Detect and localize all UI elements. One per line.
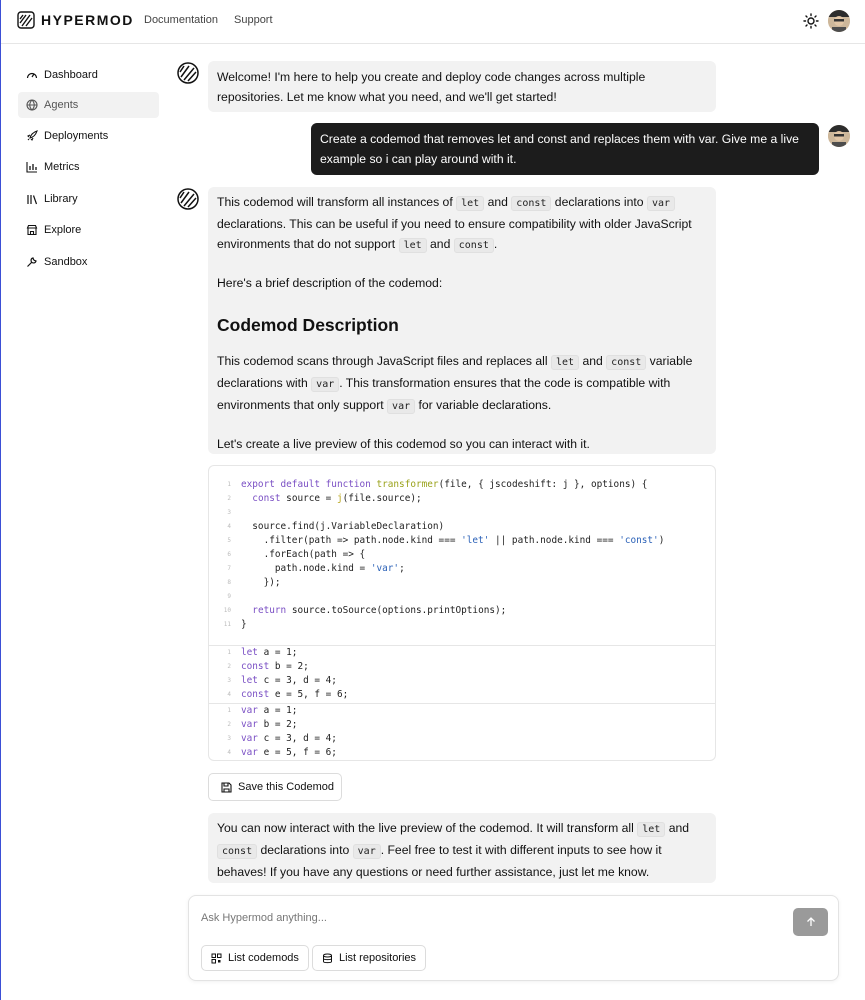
inline-code: let [551, 355, 579, 370]
code-line: 4 const e = 5, f = 6; [227, 689, 349, 700]
inline-code: const [511, 196, 551, 211]
output-preview[interactable] [209, 704, 715, 761]
user-message [311, 123, 819, 175]
save-button-label: Save this Codemod [238, 781, 334, 793]
message-heading: Codemod Description [217, 315, 399, 335]
text-segment: environments that only support [217, 398, 384, 412]
text-segment: variable [649, 354, 693, 368]
store-icon [26, 224, 38, 236]
text-segment: You can now interact with the live preview of the codemod. It will transform all [217, 821, 634, 835]
message-text: Create a codemod that removes let and const and replaces them with var. Give me a live [320, 132, 799, 146]
top-bar [1, 0, 865, 44]
inline-code: const [454, 238, 494, 253]
inline-code: var [353, 844, 381, 859]
assistant-message-reply [208, 187, 716, 454]
inline-code: var [311, 377, 339, 392]
list-repositories-button[interactable] [312, 945, 426, 971]
chip-label: List codemods [228, 952, 299, 964]
avatar-image [828, 125, 850, 147]
text-segment: environments that do not support [217, 237, 396, 251]
inline-code: const [217, 844, 257, 859]
code-line: 2 const source = j(file.source); [227, 493, 422, 504]
sidebar-item-library[interactable] [18, 186, 159, 212]
sidebar-item-label: Metrics [44, 161, 80, 173]
text-segment: and [430, 237, 451, 251]
code-line: 10 return source.toSource(options.printOptions); [223, 605, 507, 616]
code-line: 2 var b = 2; [227, 719, 298, 730]
message-paragraph [217, 395, 707, 417]
code-line: 3 [227, 509, 231, 516]
code-line: 1 export default function transformer(file, { jscodeshift: j }, options) { [227, 479, 648, 490]
save-codemod-button[interactable] [208, 773, 342, 801]
code-line: 3 let c = 3, d = 4; [227, 675, 337, 686]
code-line: 4 source.find(j.VariableDeclaration) [227, 521, 445, 532]
text-segment: declarations into [260, 843, 350, 857]
wrench-icon [26, 256, 38, 268]
inline-code: let [637, 822, 665, 837]
sidebar-item-metrics[interactable] [18, 154, 159, 180]
inline-code: var [647, 196, 675, 211]
sidebar-item-agents[interactable] [18, 92, 159, 118]
avatar-image [828, 10, 850, 32]
sidebar [1, 44, 171, 1000]
user-message-avatar [828, 125, 850, 147]
text-segment: This codemod scans through JavaScript files and replaces all [217, 354, 548, 368]
globe-icon [26, 99, 38, 111]
message-paragraph: Here's a brief description of the codemod: [217, 276, 443, 290]
inline-code: var [387, 399, 415, 414]
gauge-icon [26, 69, 38, 81]
logo-text: HYPERMOD [41, 12, 134, 28]
text-segment: declarations with [217, 376, 308, 390]
message-paragraph [217, 373, 707, 395]
message-paragraph [217, 192, 707, 214]
text-segment: and [487, 195, 508, 209]
message-text: example so i can play around with it. [320, 152, 517, 166]
code-line: 8 }); [227, 577, 281, 588]
database-icon [322, 953, 333, 964]
message-paragraph: Let's create a live preview of this codemod so you can interact with it. [217, 437, 590, 451]
message-paragraph [217, 818, 707, 840]
code-line: 5 .filter(path => path.node.kind === 'let' || path.node.kind === 'const') [227, 535, 665, 546]
sidebar-item-sandbox[interactable] [18, 249, 159, 275]
text-segment: This codemod will transform all instances of [217, 195, 453, 209]
text-segment: declarations into [554, 195, 644, 209]
arrow-up-icon [806, 917, 816, 927]
message-paragraph: declarations. This can be useful if you need to ensure compatibility with older JavaScript [217, 217, 692, 231]
code-line: 3 var c = 3, d = 4; [227, 733, 337, 744]
transformer-editor[interactable] [209, 478, 715, 648]
message-paragraph: behaves! If you have any questions or need further assistance, just let me know. [217, 865, 650, 879]
code-line: 11 } [223, 619, 247, 630]
code-line: 4 var e = 5, f = 6; [227, 747, 337, 758]
message-paragraph [217, 351, 707, 373]
inline-code: let [456, 196, 484, 211]
sidebar-item-label: Library [44, 193, 78, 205]
sidebar-item-label: Agents [44, 99, 79, 111]
save-icon [221, 782, 232, 793]
assistant-avatar-icon [176, 61, 200, 85]
qr-grid-icon [211, 953, 222, 964]
sidebar-item-label: Sandbox [44, 256, 88, 268]
code-line: 1 var a = 1; [227, 705, 298, 716]
chat-composer [188, 895, 839, 981]
assistant-avatar-icon [176, 187, 200, 211]
list-codemods-button[interactable] [201, 945, 309, 971]
live-preview-card [208, 465, 716, 761]
rocket-icon [26, 130, 38, 142]
bar-chart-icon [26, 161, 38, 173]
text-segment: and [582, 354, 603, 368]
sidebar-item-label: Explore [44, 224, 82, 236]
send-button[interactable] [793, 908, 828, 936]
hypermod-logo-icon [17, 11, 35, 29]
logo[interactable] [17, 11, 134, 29]
assistant-message-welcome [208, 61, 716, 112]
code-line: 9 [227, 593, 231, 600]
text-segment: for variable declarations. [418, 398, 552, 412]
code-line: 7 path.node.kind = 'var'; [227, 563, 405, 574]
text-segment: . Feel free to test it with different inputs to see how it [380, 843, 662, 857]
text-segment: . This transformation ensures that the code is compatible with [339, 376, 671, 390]
inline-code: const [606, 355, 646, 370]
code-line: 6 .forEach(path => { [227, 549, 366, 560]
nav-documentation[interactable]: Documentation [144, 14, 218, 26]
chip-label: List repositories [339, 952, 417, 964]
user-avatar[interactable] [828, 10, 850, 32]
message-paragraph [217, 234, 707, 256]
message-text: repositories. Let me know what you need, and we'll get started! [217, 90, 557, 104]
input-editor[interactable] [209, 646, 715, 703]
sidebar-item-label: Dashboard [44, 69, 98, 81]
sidebar-item-label: Deployments [44, 130, 109, 142]
assistant-message-final [208, 813, 716, 883]
message-text: Welcome! I'm here to help you create and deploy code changes across multiple [217, 70, 646, 84]
code-line: 1 let a = 1; [227, 647, 298, 658]
library-icon [26, 193, 38, 205]
code-line: 2 const b = 2; [227, 661, 309, 672]
text-segment: and [668, 821, 690, 835]
sidebar-item-dashboard[interactable] [18, 62, 159, 88]
inline-code: let [399, 238, 427, 253]
chat-input[interactable] [201, 908, 761, 928]
nav-support[interactable]: Support [234, 14, 273, 26]
text-segment: . [493, 237, 498, 251]
message-paragraph [217, 840, 707, 862]
theme-toggle-button[interactable] [801, 11, 821, 31]
sidebar-item-deployments[interactable] [18, 123, 159, 149]
sun-icon [803, 13, 819, 29]
sidebar-item-explore[interactable] [18, 217, 159, 243]
